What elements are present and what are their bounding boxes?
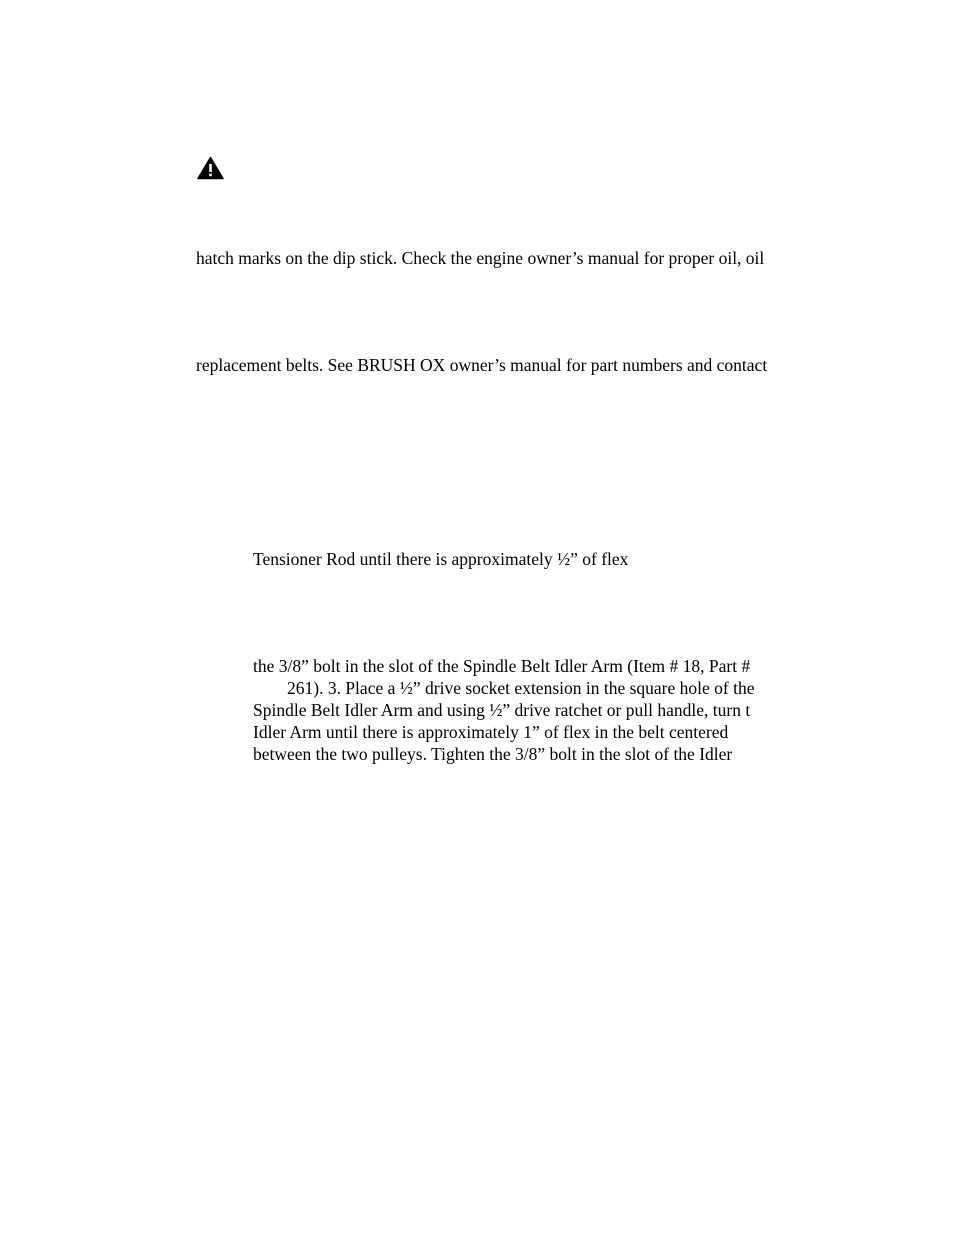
- idler-step-text-line-1: the 3/8” bolt in the slot of the Spindle Belt Idler Arm (Item # 18, Part #: [253, 656, 751, 676]
- oil-check-text-line: hatch marks on the dip stick. Check the engine owner’s manual for proper oil, oil: [196, 248, 765, 268]
- idler-step-text-line-3: Spindle Belt Idler Arm and using ½” drive ratchet or pull handle, turn t: [253, 700, 751, 720]
- tensioner-rod-text-line: Tensioner Rod until there is approximately ½” of flex: [253, 549, 629, 569]
- replacement-belts-text-line: replacement belts. See BRUSH OX owner’s manual for part numbers and contact: [196, 355, 768, 375]
- idler-step-text-line-4: Idler Arm until there is approximately 1” of flex in the belt centered: [253, 722, 729, 742]
- idler-step-text-line-5: between the two pulleys. Tighten the 3/8” bolt in the slot of the Idler: [253, 744, 733, 764]
- warning-triangle-icon: [197, 156, 224, 180]
- idler-step-text-line-2: 261). 3. Place a ½” drive socket extension in the square hole of the: [287, 678, 755, 698]
